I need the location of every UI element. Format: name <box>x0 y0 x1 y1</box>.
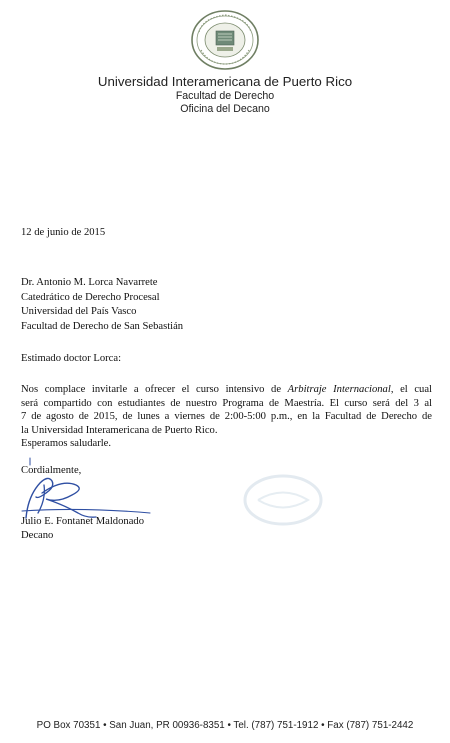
letterhead <box>0 74 450 116</box>
recipient-name: Dr. Antonio M. Lorca Navarrete <box>21 277 158 288</box>
closing-remark: Esperamos saludarle. <box>21 438 112 449</box>
faculty-name: Facultad de Derecho <box>175 90 275 102</box>
recipient-faculty: Facultad de Derecho de San Sebastián <box>21 320 184 332</box>
letter-date: 12 de junio de 2015 <box>21 227 106 238</box>
body-line-1 <box>21 383 432 397</box>
body-line-4: la Universidad Interamericana de Puerto Rico. <box>21 424 218 436</box>
recipient-institution: Universidad del País Vasco <box>21 306 137 317</box>
faint-stamp <box>238 470 328 530</box>
footer-contact: PO Box 70351 • San Juan, PR 00936-8351 • Tel. (787) 751-1912 • Fax (787) 751-2442 <box>36 720 414 731</box>
body-line-1-start: Nos complace invitarle a ofrecer el curso intensivo de <box>21 384 288 395</box>
university-seal <box>187 8 263 72</box>
recipient-address <box>21 276 183 334</box>
office-name: Oficina del Decano <box>180 103 270 115</box>
course-name: Arbitraje Internacional <box>287 384 391 395</box>
body-line-1-end: , el cual <box>390 384 432 395</box>
recipient-title: Catedrático de Derecho Procesal <box>21 291 160 303</box>
body-line-3: 7 de agosto de 2015, de lunes a viernes de 2:00-5:00 p.m., en la Facultad de Derecho de <box>21 411 432 423</box>
salutation: Estimado doctor Lorca: <box>21 353 122 364</box>
institution-name: Universidad Interamericana de Puerto Rico <box>97 74 353 89</box>
letter-body <box>21 383 432 437</box>
signer-name: Julio E. Fontanet Maldonado <box>21 516 144 527</box>
signer-title: Decano <box>21 530 54 541</box>
closing: Cordialmente, <box>21 465 82 476</box>
body-line-2: será compartido con estudiantes de nuestro Programa de Maestría. El curso será del 3 al <box>21 397 432 409</box>
